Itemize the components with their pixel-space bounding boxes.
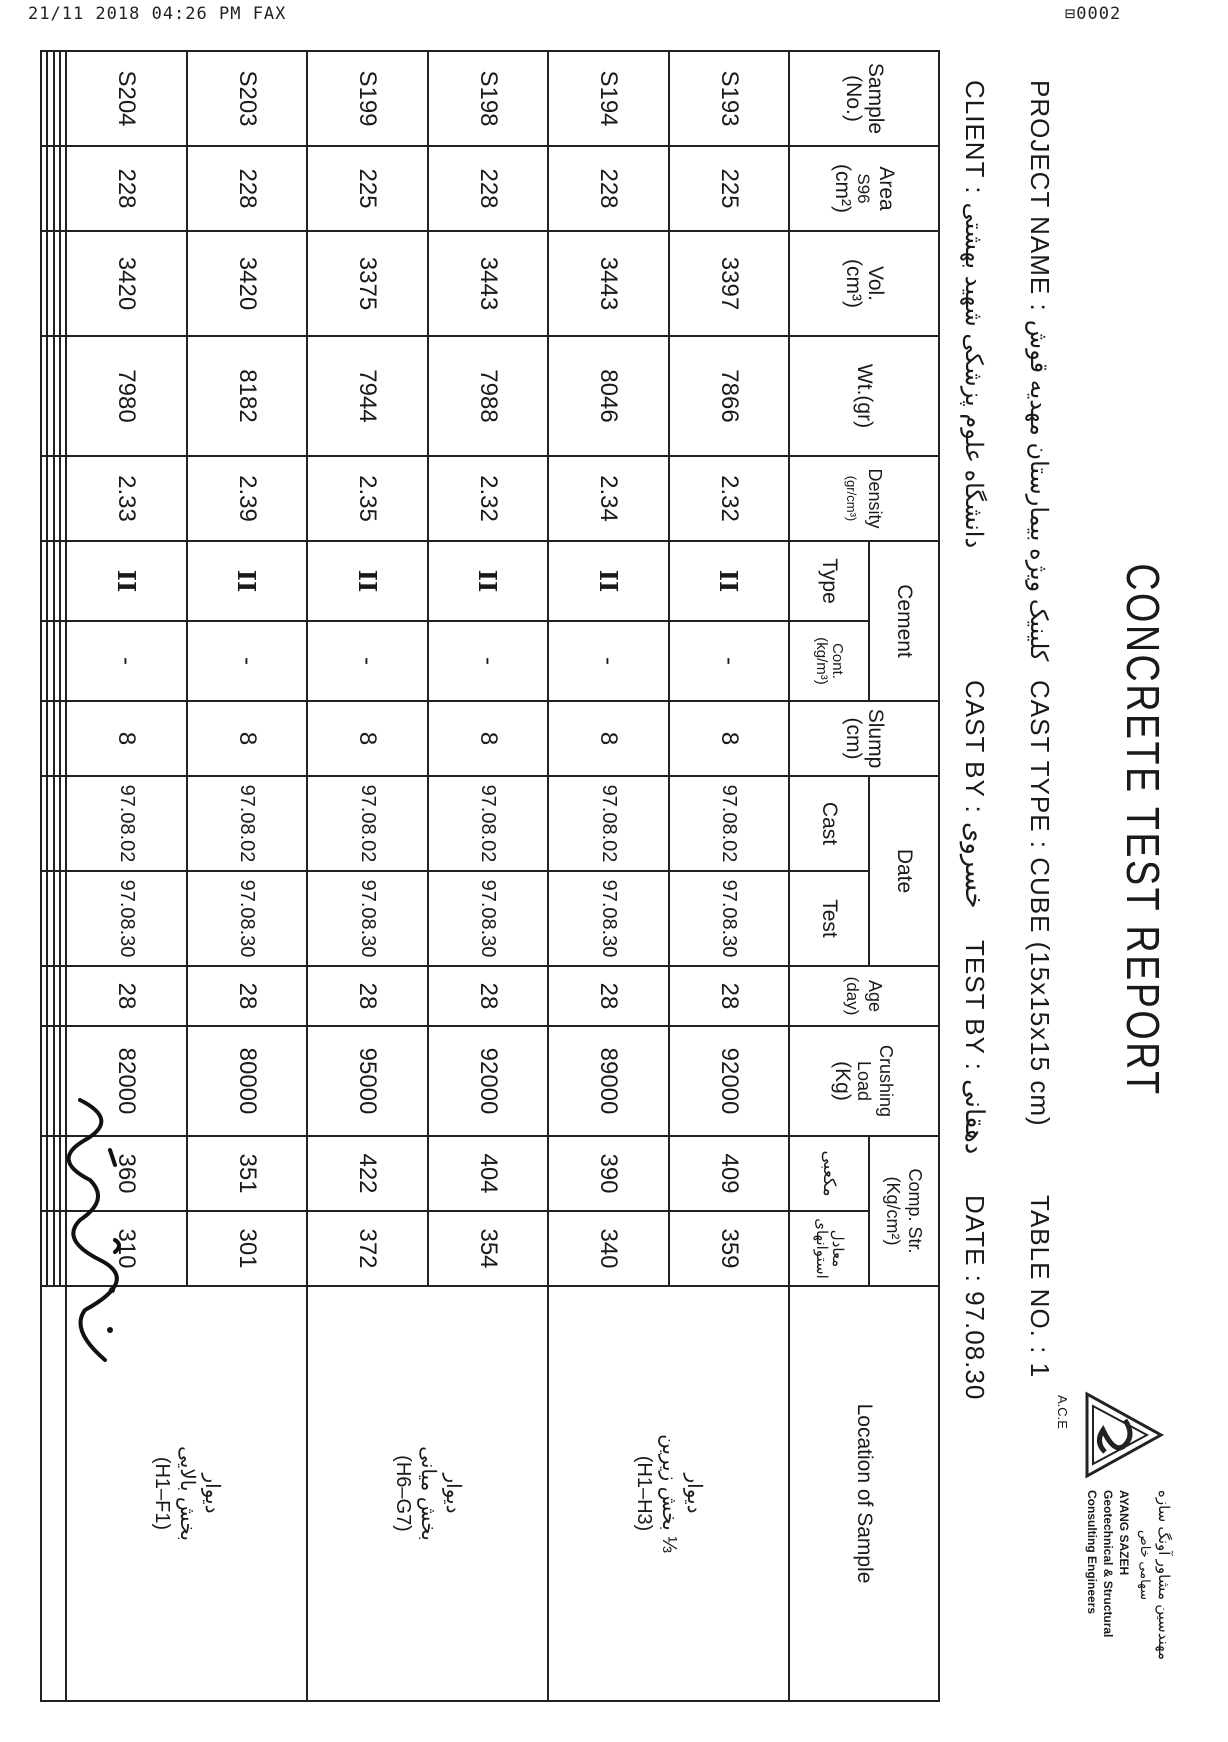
cell-density: 2.32 [428,456,548,541]
cell-test: 97.08.30 [187,871,307,966]
col-cement-cont: Cont. (kg/m³) [789,621,869,701]
cell-slump: 8 [307,701,427,776]
client-label: CLIENT : [960,80,990,195]
cell-cont: - [669,621,789,701]
company-logo-mark [1075,1390,1165,1480]
cell-vol: 3443 [548,231,668,336]
cell-age: 28 [428,966,548,1026]
cell-wt: 8182 [187,336,307,456]
cell-slump: 8 [187,701,307,776]
report-title: CONCRETE TEST REPORT [1117,563,1169,1097]
fax-header-left: 21/11 2018 04:26 PM FAX [28,4,287,24]
cell-wt: 7944 [307,336,427,456]
cell-area: 225 [669,146,789,231]
cell-sample: S193 [669,51,789,146]
cell-cast: 97.08.02 [307,776,427,871]
col-vol: Vol. (cm³) [789,231,939,336]
cell-sample: S204 [66,51,186,146]
cell-cont: - [187,621,307,701]
cell-age: 28 [187,966,307,1026]
cell-cont: - [548,621,668,701]
cell-vol: 3375 [307,231,427,336]
logo-persian-sub: سهامی خاص [1138,1530,1153,1600]
col-density: Density (gr/cm³) [789,456,939,541]
cell-cyl: 359 [669,1211,789,1286]
cell-cast: 97.08.02 [187,776,307,871]
col-area: Area S96 (cm²) [789,146,939,231]
cell-cyl: 310 [66,1211,186,1286]
location-cell-1: دیوار ⅓ بخش زیرین (H1–H3) [548,1286,789,1701]
cell-cube: 422 [307,1136,427,1211]
test-by-label: TEST BY : [960,940,990,1071]
col-location: Location of Sample [789,1286,939,1701]
cell-slump: 8 [66,701,186,776]
col-comp-cube: مکعبی [789,1136,869,1211]
empty-row [60,51,66,1701]
cell-sample: S194 [548,51,668,146]
logo-abbr: A.C.E [1055,1395,1070,1429]
cell-type: II [187,541,307,621]
cell-cube: 390 [548,1136,668,1211]
table-no-row [1024,1195,1055,1378]
client-row [959,80,990,548]
cell-sample: S198 [428,51,548,146]
cell-cont: - [428,621,548,701]
cell-slump: 8 [428,701,548,776]
cell-load: 95000 [307,1026,427,1136]
cell-type: II [66,541,186,621]
cell-area: 228 [187,146,307,231]
cell-slump: 8 [669,701,789,776]
cell-cast: 97.08.02 [428,776,548,871]
cell-cast: 97.08.02 [548,776,668,871]
cell-vol: 3420 [66,231,186,336]
cell-test: 97.08.30 [428,871,548,966]
cell-cast: 97.08.02 [669,776,789,871]
cell-area: 225 [307,146,427,231]
table-row [669,51,789,1701]
cell-wt: 7980 [66,336,186,456]
logo-line1: AYANG SAZEH [1117,1490,1131,1576]
project-name-row [1024,80,1055,661]
cast-by-label: CAST BY : [960,680,990,814]
cell-age: 28 [307,966,427,1026]
cell-cube: 404 [428,1136,548,1211]
table-no-label: TABLE NO. : [1025,1195,1055,1355]
cell-age: 28 [548,966,668,1026]
fax-header-right: ⊟0002 [1065,4,1122,24]
col-crushing: Crushing Load (Kg) [789,1026,939,1136]
col-cement-type: Type [789,541,869,621]
cell-type: II [307,541,427,621]
cell-test: 97.08.30 [669,871,789,966]
cell-cube: 360 [66,1136,186,1211]
logo-persian-name: مهندسین مشاور آونگ سازه [1155,1490,1172,1661]
rotated-report-page [10,40,1190,1720]
cell-test: 97.08.30 [548,871,668,966]
logo-line3: Consulting Engineers [1085,1490,1099,1615]
cell-vol: 3420 [187,231,307,336]
test-by-row [959,940,990,1154]
project-name-label: PROJECT NAME : [1025,80,1055,312]
location-cell-3: دیوار بخش بالایی (H1–F1) [66,1286,307,1701]
col-cement: Cement [869,541,939,701]
cell-area: 228 [66,146,186,231]
cell-load: 92000 [428,1026,548,1136]
cell-wt: 7866 [669,336,789,456]
handwritten-signature [50,1090,140,1390]
cell-area: 228 [428,146,548,231]
cell-vol: 3443 [428,231,548,336]
cast-type-label: CAST TYPE : [1025,680,1055,849]
cell-cont: - [307,621,427,701]
table-row [187,51,307,1701]
table-no-value: 1 [1025,1362,1055,1379]
col-slump: Slump (cm) [789,701,939,776]
cell-cube: 351 [187,1136,307,1211]
cell-density: 2.35 [307,456,427,541]
cell-wt: 8046 [548,336,668,456]
col-comp-str: Comp. Str. (Kg/cm²) [869,1136,939,1286]
cast-by-row [959,680,990,909]
cell-cube: 409 [669,1136,789,1211]
cell-wt: 7988 [428,336,548,456]
col-sample: Sample (No.) [789,51,939,146]
col-wt: Wt.(gr) [789,336,939,456]
cell-test: 97.08.30 [307,871,427,966]
cell-sample: S199 [307,51,427,146]
location-cell-2: دیوار بخش میانی (H6–G7) [307,1286,548,1701]
cell-test: 97.08.30 [66,871,186,966]
col-date: Date [869,776,939,966]
cell-vol: 3397 [669,231,789,336]
cell-load: 80000 [187,1026,307,1136]
cell-load: 82000 [66,1026,186,1136]
cell-type: II [428,541,548,621]
cell-density: 2.34 [548,456,668,541]
project-name-value: کلینیک ویژه بیمارستان مهدیه قوش [1025,319,1052,662]
cell-cyl: 372 [307,1211,427,1286]
header-row-1 [869,51,939,1701]
col-comp-cylinder: معادل استوانهای [789,1211,869,1286]
cell-slump: 8 [548,701,668,776]
results-table [40,50,940,1700]
cell-density: 2.33 [66,456,186,541]
col-date-test: Test [789,871,869,966]
cell-density: 2.39 [187,456,307,541]
cell-type: II [548,541,668,621]
cell-age: 28 [66,966,186,1026]
cell-load: 92000 [669,1026,789,1136]
cell-cyl: 354 [428,1211,548,1286]
cell-area: 228 [548,146,668,231]
date-value: 97.08.30 [960,1291,990,1401]
cell-age: 28 [669,966,789,1026]
cast-type-value: CUBE (15x15x15 cm) [1025,857,1055,1127]
date-label: DATE : [960,1195,990,1283]
cell-density: 2.32 [669,456,789,541]
cell-sample: S203 [187,51,307,146]
cell-type: II [669,541,789,621]
col-age: Age (day) [789,966,939,1026]
date-row [959,1195,990,1400]
cell-cast: 97.08.02 [66,776,186,871]
col-date-cast: Cast [789,776,869,871]
logo-line2: Geotechnical & Structural [1101,1490,1115,1638]
cell-cont: - [66,621,186,701]
cast-by-value: خسروی [960,822,990,909]
table-row [428,51,548,1701]
cell-cyl: 301 [187,1211,307,1286]
company-logo [1015,1390,1175,1710]
cell-load: 89000 [548,1026,668,1136]
cast-type-row [1024,680,1055,1127]
cell-cyl: 340 [548,1211,668,1286]
test-by-value: دهقانی [960,1079,990,1155]
client-value: دانشگاه علوم پزشکی شهید بهشتی [960,202,987,549]
